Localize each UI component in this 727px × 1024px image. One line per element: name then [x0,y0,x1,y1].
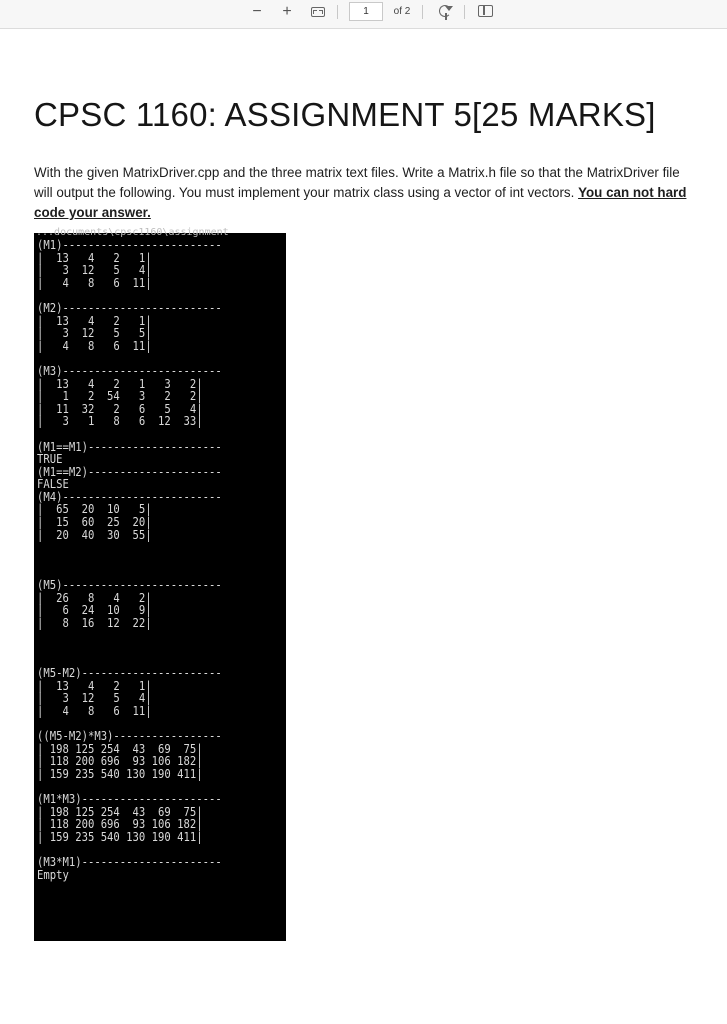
rotate-icon[interactable] [436,0,454,24]
fit-page-icon[interactable] [309,0,329,24]
toolbar-divider [464,5,465,19]
toolbar-divider [422,5,423,19]
zoom-in-button[interactable]: + [282,3,292,20]
zoom-out-button[interactable]: − [252,3,262,20]
instructions-text: With the given MatrixDriver.cpp and the three matrix text files. Write a Matrix.h file so that the MatrixDriver file will output the following. You must implement your matrix class using a vector of int vectors. [34,165,680,200]
console-window-title: ...documents\cpsc1160\assignment [36,227,229,238]
assignment-instructions [34,163,694,223]
console-output-screenshot [34,227,286,941]
console-output-text: (M1)------------------------- | 13 4 2 1| | 3 12 5 4| | 4 8 6 11| (M2)------------------------- | 13 4 2 1| | 3 12 5 5| | 4 8 6 11| (M3)------------------------- | 13 4 2 1 3 2| | 1 2 54 3 2 2| | 11 32 2 6 5 4| | 3 1 8 6 12 33| (M1==M1)--------------------- TRUE (M1==M2)--------------------- FALSE (M4)------------------------- | 65 20 10 5| | 15 60 25 20| | 20 40 30 55| (M5)------------------------- | 26 8 4 2| | 6 24 10 9| | 8 16 12 22| (M5-M2)---------------------- | 13 4 2 1| | 3 12 5 4| | 4 8 6 11| ((M5-M2)*M3)----------------- | 198 125 254 43 69 75| | 118 200 696 93 106 182| | 159 235 540 130 190 411| (M1*M3)---------------------- | 198 125 254 43 69 75| | 118 200 696 93 106 182| | 159 235 540 130 190 411| (M3*M1)---------------------- Empty [37,237,222,882]
toolbar-divider [337,5,338,19]
page-title: CPSC 1160: ASSIGNMENT 5[25 MARKS] [34,96,656,133]
pdf-toolbar [0,0,727,29]
page-count-label: of 2 [393,6,411,17]
instructions-emphasis: You can not hard code your answer. [34,185,687,220]
page-number-input[interactable] [349,2,383,21]
thumbnails-icon[interactable] [476,0,496,24]
